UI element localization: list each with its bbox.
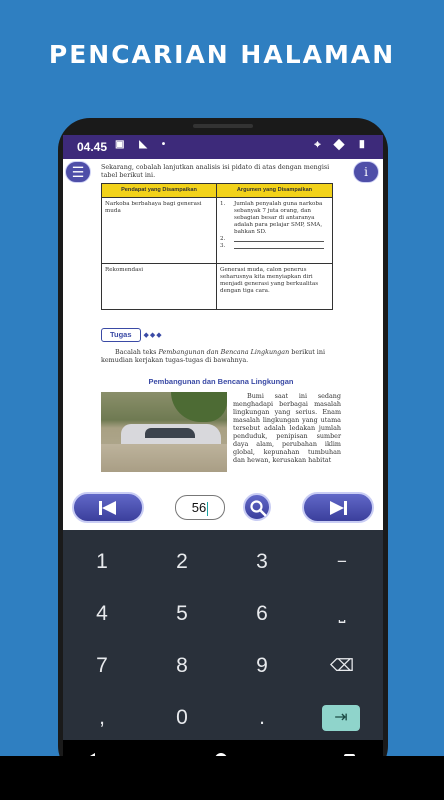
tugas-text-suffix: berikut ini kemudian kerjakan tugas-tugas di bawahnya. — [101, 348, 325, 364]
status-time: 04.45 — [77, 140, 108, 154]
system-status-icons: ⌖ ◆ ▮ — [314, 139, 371, 151]
page-number-value: 56 — [191, 500, 207, 515]
numeric-keyboard — [63, 530, 383, 740]
phone-speaker — [193, 124, 253, 128]
key-1[interactable]: 1 — [96, 550, 108, 573]
search-icon — [249, 499, 267, 517]
text-cursor — [207, 502, 208, 516]
phone-frame — [58, 118, 388, 778]
menu-icon: ☰ — [71, 164, 85, 180]
previous-page-button[interactable] — [72, 492, 144, 523]
search-page-button[interactable] — [243, 493, 271, 521]
document-page — [101, 163, 341, 472]
next-page-button[interactable] — [302, 492, 374, 523]
banner-title: PENCARIAN HALAMAN — [48, 40, 396, 69]
list-number: 3. — [220, 243, 226, 249]
next-field-key[interactable]: ⇥ — [322, 705, 360, 731]
key-2[interactable]: 2 — [176, 550, 188, 573]
table-cell-arguments: Generasi muda, calon penerus seharusnya kita menyiapkan diri menjadi generasi yang berkualitas dengan tiga cara. — [217, 264, 333, 310]
table-row — [102, 264, 333, 310]
table-header-argument: Argumen yang Disampaikan — [217, 184, 333, 198]
diamond-icons: ◆◆◆ — [143, 331, 163, 339]
tugas-text-prefix: Bacalah teks — [115, 348, 159, 356]
table-row — [102, 198, 333, 264]
key-8[interactable]: 8 — [176, 654, 188, 677]
backspace-key[interactable]: ⌫ — [329, 656, 355, 675]
key-comma[interactable]: , — [99, 706, 105, 729]
key-5[interactable]: 5 — [176, 602, 188, 625]
notification-icons: ▣ ◣ • — [115, 139, 172, 150]
skip-previous-icon — [99, 501, 117, 515]
table-cell-opinion: Rekomendasi — [102, 264, 217, 310]
key-6[interactable]: 6 — [256, 602, 268, 625]
info-button[interactable] — [353, 161, 379, 183]
tugas-heading — [101, 328, 341, 342]
info-icon: i — [364, 165, 368, 179]
analysis-table — [101, 183, 333, 310]
table-cell-arguments — [217, 198, 333, 264]
status-bar — [63, 135, 383, 159]
menu-button[interactable] — [65, 161, 91, 183]
key-4[interactable]: 4 — [96, 602, 108, 625]
article-title: Pembangunan dan Bencana Lingkungan — [148, 377, 294, 386]
key-3[interactable]: 3 — [256, 550, 268, 573]
list-number: 2. — [220, 236, 226, 242]
page-navigation-bar — [63, 485, 383, 530]
key-minus[interactable]: − — [337, 552, 347, 571]
key-space[interactable]: ⎵ — [338, 604, 346, 623]
key-0[interactable]: 0 — [176, 706, 188, 729]
phone-screen — [63, 135, 383, 778]
key-period[interactable]: . — [259, 706, 265, 729]
flood-photo — [101, 392, 227, 472]
tugas-text-title: Pembangunan dan Bencana Lingkungan — [158, 348, 290, 356]
argument-text: Jumlah penyalah guna narkoba sebanyak 7 juta orang, dan sebagian besar di antaranya adalah para pelajar SMP, SMA, bahkan SD. — [234, 201, 323, 235]
key-9[interactable]: 9 — [256, 654, 268, 677]
blank-line — [234, 243, 324, 249]
article-text: Bumi saat ini sedang menghadapi berbagai masalah lingkungan yang serius. Enam masalah lingkungan yang utama tersebut adalah ledakan jumlah penduduk, penipisan sumber daya alam, perubahan iklim global, kepunahan tumbuhan dan hewan, kerusakan habitat — [233, 392, 341, 464]
key-7[interactable]: 7 — [96, 654, 108, 677]
list-number: 1. — [220, 201, 226, 207]
skip-next-icon — [329, 501, 347, 515]
document-viewer[interactable] — [63, 159, 383, 485]
article-body — [101, 392, 341, 472]
table-header-opinion: Pendapat yang Disampaikan — [102, 184, 217, 198]
bottom-strip — [0, 756, 444, 800]
intro-paragraph: Sekarang, cobalah lanjutkan analisis isi pidato di atas dengan mengisi tabel berikut ini. — [101, 163, 330, 179]
blank-line — [234, 236, 324, 242]
table-cell-opinion: Narkoba berbahaya bagi generasi muda — [102, 198, 217, 264]
page-number-input[interactable] — [175, 495, 225, 520]
tugas-label: Tugas — [101, 328, 141, 342]
tugas-instructions — [101, 348, 341, 364]
